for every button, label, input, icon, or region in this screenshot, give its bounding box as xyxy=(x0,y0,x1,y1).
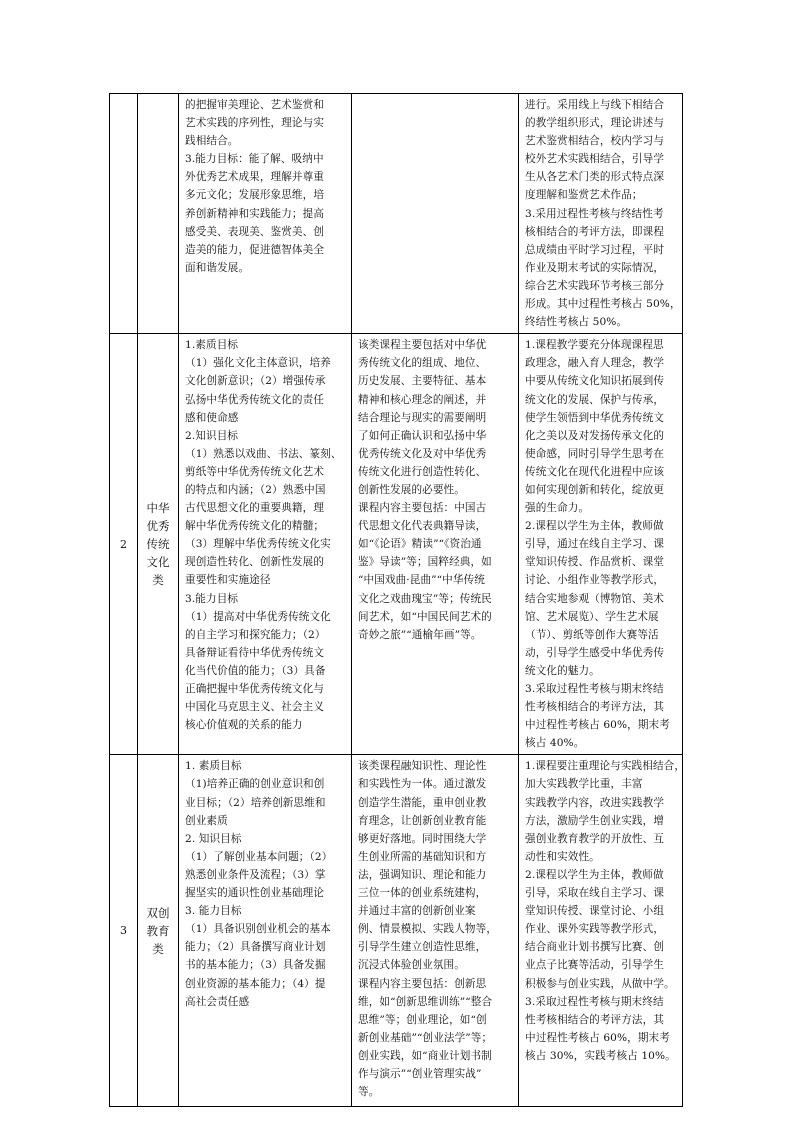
text-line: 古代思想文化的重要典籍，理 xyxy=(185,502,325,515)
text-line: 三位一体的创业系统建构， xyxy=(358,887,487,900)
text-line: 1. 素质目标 xyxy=(185,760,242,773)
teaching-text xyxy=(519,94,682,333)
text-line: 加大实践教学比重，丰富 xyxy=(525,778,643,791)
text-line: 方法，激励学生创业实践，增 xyxy=(525,814,665,827)
text-line: 如何实现创新和转化，绽放更 xyxy=(525,483,665,496)
text-line: 了如何正确认识和弘扬中华 xyxy=(358,429,487,442)
text-line: 业目标；（2）培养创新思维和 xyxy=(185,796,326,809)
objectives-cell xyxy=(179,755,352,1107)
text-line: 结合商业计划书撰写比赛、创 xyxy=(525,941,665,954)
content-cell xyxy=(352,755,519,1107)
text-line: 间艺术，如“中国民间艺术的 xyxy=(358,610,492,623)
text-line: 感和使命感 xyxy=(185,411,239,424)
text-line: （节）、剪纸等创作大赛等活 xyxy=(525,628,659,641)
text-line: 引导学生建立创造性思维， xyxy=(358,941,487,954)
text-line: 使命感，同时引导学生思考在 xyxy=(525,447,665,460)
text-line: “中国戏曲·昆曲”“中华传统 xyxy=(358,574,485,587)
text-line: 中要从传统文化知识拓展到传 xyxy=(525,375,665,388)
text-line: 生创业所需的基础知识和方 xyxy=(358,850,487,863)
text-line: 创业实践，如“商业计划书制 xyxy=(358,1049,492,1062)
text-line: 综合艺术实践环节考核三部分 xyxy=(525,279,665,292)
text-line: 生从各艺术门类的形式特点深 xyxy=(525,171,665,184)
teaching-cell xyxy=(519,94,683,334)
text-line: 创业资源的基本能力；（4）提 xyxy=(185,977,326,990)
text-line: 奇妙之旅”“通榆年画”等。 xyxy=(358,628,482,641)
teaching-text xyxy=(519,334,682,754)
text-line: 具备辩证看待中华优秀传统文 xyxy=(185,646,325,659)
text-line: 性考核相结合的考评方法，其 xyxy=(525,701,665,714)
text-line: 3.采取过程性考核与期末终结 xyxy=(525,995,664,1008)
text-line: 课程内容主要包括：中国古 xyxy=(358,502,487,515)
text-line: 的特点和内涵；（2）熟悉中国 xyxy=(185,483,326,496)
text-line: （1）熟悉以戏曲、书法、篆刻、 xyxy=(185,447,342,460)
text-line: 等。 xyxy=(358,1086,380,1099)
text-line: 历史发展、主要特征、基本 xyxy=(358,375,487,388)
objectives-cell xyxy=(179,334,352,755)
objectives-cell xyxy=(179,94,352,334)
text-line: 馆、艺术展览）、学生艺术展 xyxy=(525,610,659,623)
text-line: 新创业基础”“创业法学”等； xyxy=(358,1031,493,1044)
text-line: 化之美以及对发扬传承文化的 xyxy=(525,429,665,442)
text-line: 创新性发展的必要性。 xyxy=(358,483,465,496)
text-line: 感受美、表现美、鉴赏美、创 xyxy=(185,225,325,238)
text-line: 类 xyxy=(152,573,164,588)
text-line: 形成。其中过程性考核占 50%， xyxy=(525,298,681,311)
text-line: 文化 xyxy=(146,555,170,570)
text-line: 核心价值观的关系的能力 xyxy=(185,719,303,732)
text-line: 中国化马克思主义、社会主义 xyxy=(185,701,325,714)
text-line: 该类课程融知识性、理论性 xyxy=(358,760,487,773)
text-line: （1）了解创业基本问题；（2） xyxy=(185,850,333,863)
text-line: 结合理论与现实的需要阐明 xyxy=(358,411,487,424)
text-line: 1.课程要注重理论与实践相结合， xyxy=(525,760,686,773)
text-line: 实践教学内容，改进实践教学 xyxy=(525,796,665,809)
text-line: 动，引导学生感受中华优秀传 xyxy=(525,646,665,659)
content-cell xyxy=(352,334,519,755)
text-line: 正确把握中华优秀传统文化与 xyxy=(185,683,325,695)
text-line: 并通过丰富的创新创业案 xyxy=(358,905,476,918)
text-line: （1）具备识别创业机会的基本 xyxy=(185,923,331,936)
text-line: 造美的能力，促进德智体美全 xyxy=(185,243,325,256)
text-line: 中过程性考核占 60%，期末考 xyxy=(525,1031,670,1044)
text-line: 艺术实践的序列性，理论与实 xyxy=(185,117,325,130)
text-line: 重要性和实施途径 xyxy=(185,574,271,587)
text-line: 终结性考核占 50%。 xyxy=(525,316,628,329)
text-line: 核占 40%。 xyxy=(525,737,585,750)
text-line: 传统 xyxy=(146,537,170,552)
text-line: 3.能力目标：能了解、吸纳中 xyxy=(185,153,324,166)
content-cell xyxy=(352,94,519,334)
text-line: 多元文化；发展形象思维，培 xyxy=(185,189,325,202)
text-line: 精神和核心理念的阐述，并 xyxy=(358,393,487,406)
teaching-text xyxy=(519,755,686,1067)
text-line: 作业、课外实践等教学形式， xyxy=(525,923,665,936)
text-line: 文化之戏曲瑰宝”等；传统民 xyxy=(358,592,492,605)
text-line: 结合实地参观（博物馆、美术 xyxy=(525,592,665,605)
text-line: 剪纸等中华优秀传统文化艺术 xyxy=(185,465,325,478)
text-line: 课程内容主要包括：创新思 xyxy=(358,977,487,990)
teaching-cell xyxy=(519,755,686,1107)
text-line: 传统文化在现代化进程中应该 xyxy=(525,465,665,478)
row-index-cell xyxy=(110,755,138,1107)
text-line: 鉴》导读”等；国粹经典，如 xyxy=(358,556,492,569)
text-line: 养创新精神和实践能力；提高 xyxy=(185,207,325,220)
text-line: 2.课程以学生为主体，教师做 xyxy=(525,520,664,533)
text-line: 外优秀艺术成果，理解并尊重 xyxy=(185,171,325,184)
text-line: 能力；（2）具备撰写商业计划 xyxy=(185,941,326,954)
text-line: 沉浸式体验创业氛围。 xyxy=(358,959,465,972)
text-line: 法，强调知识、理论和能力 xyxy=(358,868,487,881)
text-line: 面和谐发展。 xyxy=(185,261,250,274)
text-line: 传统文化进行创造性转化、 xyxy=(358,465,487,478)
text-line: 进行。采用线上与线下相结合 xyxy=(525,99,665,111)
text-line: （1)培养正确的创业意识和创 xyxy=(185,778,325,791)
teaching-cell xyxy=(519,334,683,755)
text-line: 优秀传统文化及对中华优秀 xyxy=(358,447,487,460)
text-line: 3.能力目标 xyxy=(185,592,239,605)
text-line: 的自主学习和探究能力；（2） xyxy=(185,628,326,641)
content-text xyxy=(352,334,518,646)
objectives-text xyxy=(179,755,351,1012)
text-line: 该类课程主要包括对中华优 xyxy=(358,339,487,352)
text-line: 文化创新意识；（2）增强传承 xyxy=(185,375,326,388)
text-line: 度理解和鉴赏艺术作品； xyxy=(525,189,643,202)
text-line: （1）提高对中华优秀传统文化 xyxy=(185,610,331,623)
table-row xyxy=(110,755,683,1107)
text-line: 践相结合。 xyxy=(185,135,239,148)
text-line: 核占 30%，实践考核占 10%。 xyxy=(525,1049,676,1062)
text-line: 性考核相结合的考评方法，其 xyxy=(525,1013,665,1026)
text-line: 和实践性为一体。通过激发 xyxy=(358,778,487,791)
text-line: 育理念，让创新创业教育能 xyxy=(358,814,487,827)
objectives-text xyxy=(179,334,351,736)
text-line: 创造学生潜能，重申创业教 xyxy=(358,796,487,809)
text-line: 1.课程教学要充分体现课程思 xyxy=(525,339,664,352)
text-line: 创业素质 xyxy=(185,814,228,827)
table-row xyxy=(110,94,683,334)
text-line: 书的基本能力；（3）具备发掘 xyxy=(185,959,326,972)
text-line: （1）强化文化主体意识，培养 xyxy=(185,357,331,370)
text-line: 代思想文化代表典籍导读， xyxy=(358,520,487,533)
row-index: 2 xyxy=(120,537,127,551)
text-line: 类 xyxy=(152,941,164,956)
text-line: 3.采用过程性考核与终结性考 xyxy=(525,207,664,220)
text-line: 统文化的发展、保护与传承， xyxy=(525,393,665,406)
text-line: 思维”等；创业理论，如“创 xyxy=(358,1013,487,1026)
text-line: 高社会责任感 xyxy=(185,995,250,1008)
category-cell xyxy=(138,94,179,334)
text-line: 业点子比赛等活动，引导学生 xyxy=(525,959,665,972)
text-line: 双创 xyxy=(146,905,170,920)
text-line: 强创业教育教学的开放性、互 xyxy=(525,832,665,845)
row-index-cell xyxy=(110,94,138,334)
text-line: 作业及期末考试的实际情况， xyxy=(525,261,665,274)
text-line: 3. 能力目标 xyxy=(185,905,242,918)
text-line: 的把握审美理论、艺术鉴赏和 xyxy=(185,99,325,111)
text-line: 2.课程以学生为主体，教师做 xyxy=(525,868,664,881)
text-line: 3.采取过程性考核与期末终结 xyxy=(525,683,664,695)
text-line: 统文化的魅力。 xyxy=(525,664,600,677)
content-text xyxy=(352,755,518,1103)
text-line: 1.素质目标 xyxy=(185,339,239,352)
text-line: 熟悉创业条件及流程；（3）掌 xyxy=(185,868,326,881)
text-line: （3）理解中华优秀传统文化实 xyxy=(185,538,331,551)
text-line: 教育 xyxy=(146,923,170,938)
text-line: 弘扬中华优秀传统文化的责任 xyxy=(185,393,325,406)
text-line: 优秀 xyxy=(146,519,170,534)
row-index: 3 xyxy=(120,924,127,938)
text-line: 政理念，融入育人理念，教学 xyxy=(525,357,665,370)
text-line: 维，如“创新思维训练”“整合 xyxy=(358,995,493,1008)
text-line: 核相结合的考评方法，即课程 xyxy=(525,225,665,238)
table-row xyxy=(110,334,683,755)
text-line: 艺术鉴赏相结合，校内学习与 xyxy=(525,135,665,148)
objectives-text xyxy=(179,94,351,279)
row-index-cell xyxy=(110,334,138,755)
category-label xyxy=(138,904,178,958)
text-line: 积极参与创业实践，从做中学。 xyxy=(525,977,675,990)
text-line: 讨论、小组作业等教学形式， xyxy=(525,574,665,587)
text-line: 解中华优秀传统文化的精髓； xyxy=(185,520,325,533)
text-line: 堂知识传授、作品赏析、课堂 xyxy=(525,556,665,569)
text-line: 中华 xyxy=(146,501,170,516)
text-line: 校外艺术实践相结合，引导学 xyxy=(525,153,665,166)
text-line: 引导，采取在线自主学习、课 xyxy=(525,887,665,900)
category-label xyxy=(138,499,178,589)
category-cell xyxy=(138,755,179,1107)
text-line: 秀传统文化的组成、地位、 xyxy=(358,357,487,370)
text-line: 握坚实的通识性创业基础理论 xyxy=(185,887,325,900)
text-line: 现创造性转化、创新性发展的 xyxy=(185,556,325,569)
text-line: 中过程性考核占 60%，期末考 xyxy=(525,719,670,732)
text-line: 如“《论语》精读”“《资治通 xyxy=(358,538,482,551)
course-table xyxy=(109,93,686,1107)
text-line: 的教学组织形式，理论讲述与 xyxy=(525,117,665,130)
text-line: 总成绩由平时学习过程，平时 xyxy=(525,243,665,256)
text-line: 例、情景模拟、实践人物等， xyxy=(358,923,498,936)
text-line: 堂知识传授、课堂讨论、小组 xyxy=(525,905,665,918)
text-line: 够更好落地。同时围绕大学 xyxy=(358,832,487,845)
text-line: 2.知识目标 xyxy=(185,429,239,442)
text-line: 动性和实效性。 xyxy=(525,850,600,863)
category-cell xyxy=(138,334,179,755)
text-line: 引导，通过在线自主学习、课 xyxy=(525,538,665,551)
text-line: 使学生领悟到中华优秀传统文 xyxy=(525,411,665,424)
text-line: 强的生命力。 xyxy=(525,502,590,515)
text-line: 化当代价值的能力；（3）具备 xyxy=(185,664,326,677)
text-line: 作与演示”“创业管理实战” xyxy=(358,1067,482,1080)
text-line: 2. 知识目标 xyxy=(185,832,242,845)
